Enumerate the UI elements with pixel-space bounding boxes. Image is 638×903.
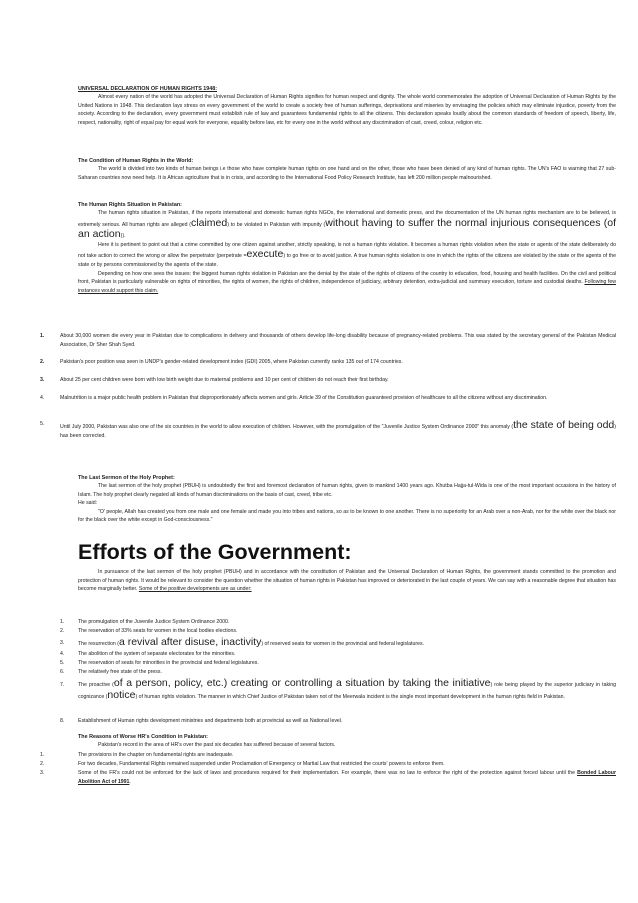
pakistan-p2-text-b: ) to go free or to avoid justice. A true human rights violation is one in which the rights of the citizens are violated by the state or the agents of the state or by persons commissioned by the agents of the state.: [78, 253, 616, 268]
pakistan-p1-text-a: The human rights situation in Pakistan, if the reports international and domestic human rights NGOs, the international and domestic press, and the documentation of the UN human rights mechanism are to be believed, is extremely serious. All human rights are alleged (: [78, 210, 616, 228]
sermon-section: [78, 475, 616, 525]
efforts-item-7-text-c: ) of human rights violation. The manner in which Chief Justice of Pakistan taken not of the Meerwala incident is the single most important development in the human rights field in Pakistan.: [135, 693, 565, 700]
efforts-item-3-text-b: ) of reserved seats for women in the provincial and federal legislatures.: [261, 641, 424, 647]
reasons-item-3-text: Some of the FR's could not be enforced for the lack of laws and procedures required for their implementation. For example, there was no law to enforce the right of the protection against forced labour until the: [78, 770, 576, 776]
efforts-item-3-text-a: The resurrection (: [78, 641, 119, 647]
efforts-body-underlined: Some of the positive developments are as under:: [138, 586, 252, 593]
efforts-item-7-big-notice: notice: [107, 688, 136, 701]
efforts-item-4: The abolition of the system of separate electorates for the minorities.: [78, 651, 236, 657]
pakistan-para-3: [78, 270, 616, 296]
efforts-number-3: 3.: [60, 640, 65, 646]
instance-number-1: 1.: [40, 333, 45, 339]
efforts-number-1: 1.: [60, 619, 65, 625]
efforts-item-8: Establishment of Human rights development ministries and departments both at provincial as well as National level.: [78, 718, 343, 724]
instance-5-big: the state of being odd: [513, 419, 615, 431]
udhr-heading: UNIVERSAL DECLARATION OF HUMAN RIGHTS 1948:: [78, 86, 218, 92]
instance-5-text-b: ) has been corrected.: [60, 424, 617, 439]
efforts-item-6: The relatively free state of the press.: [78, 669, 162, 675]
world-section: [78, 158, 616, 182]
instance-item-4: Malnutrition is a major public health problem in Pakistan that disproportionately affects women and girls. Article 39 of the Constitution guaranteed provision of healthcare to all the citizens without any discrimination.: [60, 395, 548, 401]
pakistan-p2-text: Here it is pertinent to point out that a crime committed by one citizen against another, strictly speaking, is not a human rights violation. It becomes a human rights violation when the state or agents of the state deliberately do not take action to correct the wrong or allow the perpetrator (perpetrate =: [78, 241, 616, 260]
efforts-title: Efforts of the Government:: [78, 540, 352, 564]
reasons-section: [78, 734, 616, 750]
instance-number-3: 3.: [40, 377, 45, 383]
pakistan-p3-underlined: Following few instances would support this claim.: [78, 279, 616, 294]
reasons-item-3-act: Bonded Labour Abolition Act of 1991: [78, 770, 616, 785]
efforts-body: [78, 568, 616, 594]
udhr-body: Almost every nation of the world has adopted the Universal Declaration of Human Rights signifies for human respect and dignity. The whole world commemorates the adoption of Universal Declaration of Human Rights by the United Nations in 1948. This declaration lays stress on every government of the world to create a society free of human sufferings, deprivations and miseries by envisaging the policies which may eliminate injustice, poverty from the society. According to the declaration, every government must establish rule of law and guarantees fundamental rights to all the citizens. This declaration speaks loudly about the common standards of freedom of speech, liberty, life, respect, nationality, right of equal pay for equal work for everyone, equality before law, etc for every one in the world without any discrimination of cast, creed, colour, religion etc.: [78, 94, 616, 126]
reasons-item-3-end: .: [129, 778, 131, 785]
efforts-number-5: 5.: [60, 660, 65, 666]
efforts-item-7-text-b: ) role being played by the superior judiciary in taking cognizance (: [78, 682, 616, 700]
efforts-number-2: 2.: [60, 628, 65, 634]
sermon-heading: The Last Sermon of the Holy Prophet:: [78, 475, 175, 481]
instance-5-text-a: Until July 2000, Pakistan was also one of the six countries in the world to allow execution of children. However, with the promulgation of the "Juvenile Justice System Ordinance 2000" this anomaly (: [60, 424, 514, 430]
efforts-item-7-text-a: The proactive (: [78, 682, 114, 688]
efforts-item-1: The promulgation of the Juvenile Justice System Ordinance 2000.: [78, 619, 230, 625]
instance-item-3: About 25 per cent children were born with low birth weight due to maternal problems and 10 per cent of children do not reach their first birthday.: [60, 377, 389, 383]
pakistan-para-2: [78, 241, 616, 270]
instance-number-2: 2.: [40, 359, 45, 365]
pakistan-para-1: [78, 209, 616, 241]
pakistan-p1-text-b: ) to be violated in Pakistan with impunity (: [227, 221, 326, 228]
efforts-number-7: 7.: [60, 682, 65, 688]
sermon-body: The last sermon of the holy prophet (PBUH) is undoubtedly the first and foremost declaration of human rights, given to mankind 1400 years ago. Khutba Hajja-tul-Wida is one of the most important occasions in the history of Islam. The holy prophet clearly negated all kinds of human discriminations on the basis of cast, creed, tribe etc.: [78, 483, 616, 498]
efforts-number-4: 4.: [60, 651, 65, 657]
reasons-heading: The Reasons of Worse HR's Condition in Pakistan:: [78, 734, 208, 740]
reasons-number-2: 2.: [40, 761, 45, 767]
reasons-intro: Pakistan's record in the area of HR's over the past six decades has suffered because of several factors.: [98, 742, 336, 748]
efforts-body-block: [78, 568, 616, 594]
efforts-body-text: In pursuance of the last sermon of the holy prophet (PBUH) and in accordance with the constitution of Pakistan and the Universal Declaration of Human Rights, the government stands committed to the promotion and protection of human rights. It would be relevant to consider the question whether the situation of human rights in Pakistan has improved or deteriorated in the last couple of years. We can say with a reasonable degree that situation has become marginally better.: [78, 569, 616, 593]
instance-item-1: About 30,000 women die every year in Pakistan due to complications in delivery and thousands of others develop life-long disability because of pregnancy-related problems. This was stated by the secretary general of the Pakistan Medical Association, Dr Sher Shah Syed.: [60, 333, 616, 348]
efforts-item-5: The reservation of seats for minorities in the provincial and federal legislatures.: [78, 660, 259, 666]
reasons-item-3: [78, 769, 616, 786]
efforts-item-7: [78, 678, 616, 701]
udhr-section: [78, 86, 616, 127]
reasons-number-1: 1.: [40, 752, 45, 758]
pakistan-section: [78, 202, 616, 295]
pakistan-p3-text: Depending on how one sees the issues: the biggest human rights violation in Pakistan are the denial by the state of the rights of citizens of the country to education, food, housing and health facilities. On the civil and political front, Pakistan is particularly vulnerable on rights of minorities, the rights of women, the rights of children, independence of judiciary, arbitrary detention, extra-judicial and summary execution, torture and custodial deaths.: [78, 270, 616, 286]
pakistan-heading: The Human Rights Situation in Pakistan:: [78, 202, 182, 208]
instance-item-2: Pakistan's poor position was seen in UNDP's gender-related development index (GDI) 2005, where Pakistan currently ranks 135 out of 174 countries.: [60, 359, 403, 365]
sermon-quote: "O' people, Allah has created you from one male and one female and made you into tribes and nations, so as to be known to one another. There is no superiority for an Arab over a non-Arab, nor for the white over the black nor for the black over the white except in God-consciousness.": [78, 508, 616, 524]
efforts-item-2: The reservation of 33% seats for women in the local bodies elections.: [78, 628, 238, 634]
instance-item-5: [60, 420, 616, 440]
instance-number-5: 5.: [40, 421, 45, 427]
world-body: The world is divided into two kinds of human beings i.e those who have complete human rights on one hand and on the other, those who have been denied of any kind of human rights. The UN's FAO is warning that 27 sub-Saharan countries now need help. It is African agriculture that is in crisis, and according to the International Food Policy Research Institute, has left 200 million people malnourished.: [78, 166, 616, 181]
pakistan-p1-big-claimed: claimed: [191, 216, 228, 229]
efforts-number-6: 6.: [60, 669, 65, 675]
reasons-number-3: 3.: [40, 770, 45, 776]
instance-number-4: 4.: [40, 395, 45, 401]
efforts-number-8: 8.: [60, 718, 65, 724]
pakistan-p2-big-execute: execute: [246, 248, 284, 261]
efforts-item-3-big: a revival after disuse, inactivity: [118, 636, 262, 648]
pakistan-p1-text-c: )).: [120, 233, 126, 240]
efforts-item-7-big: of a person, policy, etc.) creating or controlling a situation by taking the initiative: [113, 677, 491, 689]
reasons-item-2: For two decades, Fundamental Rights remained suspended under Proclamation of Emergency or Martial Law that restricted the courts' powers to enforce them.: [78, 761, 445, 767]
sermon-said: He said:: [78, 500, 98, 507]
pakistan-p1-big-impunity: without having to suffer the normal injurious consequences (of an action: [78, 216, 617, 241]
efforts-item-3: [78, 637, 616, 649]
reasons-item-1: The provisions in the chapter on fundamental rights are inadequate.: [78, 752, 234, 758]
world-heading: The Condition of Human Rights in the World:: [78, 158, 194, 164]
